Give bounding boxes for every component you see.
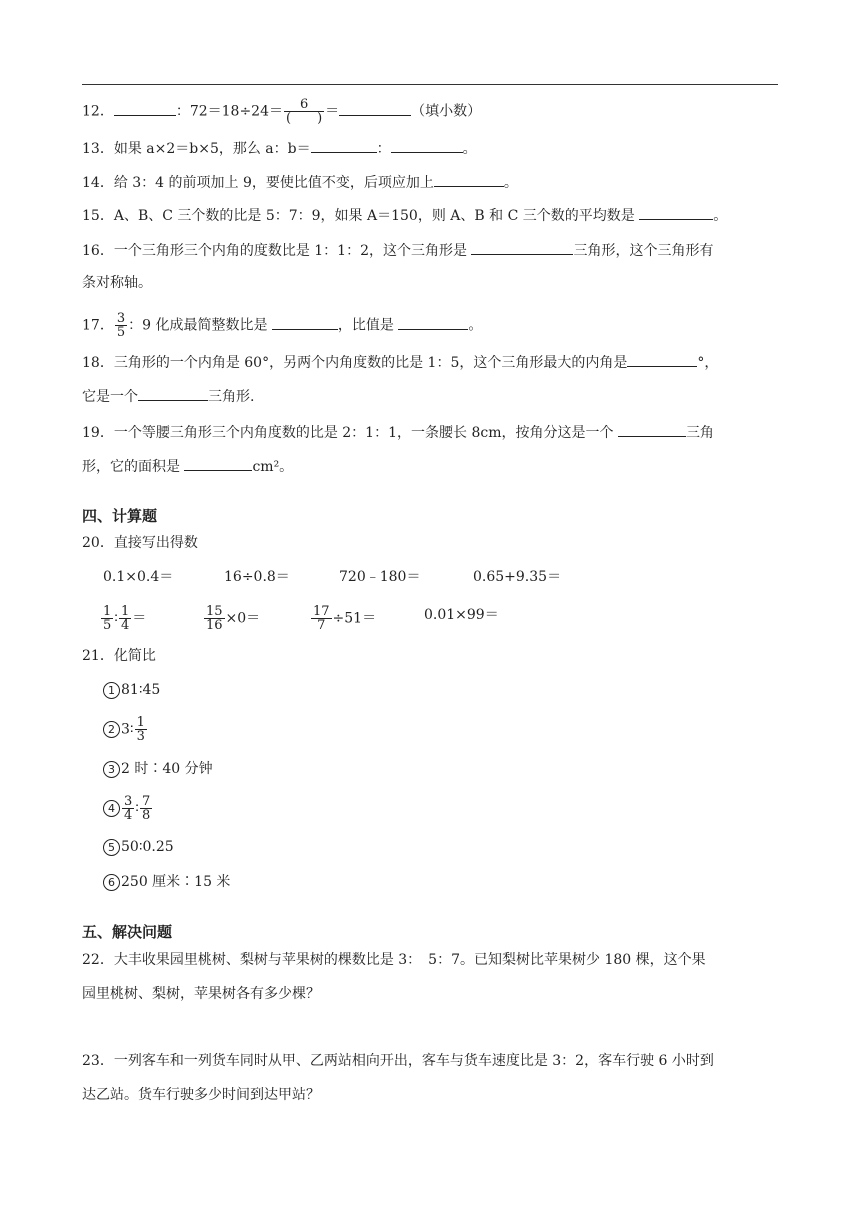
section-heading-calc: 四、计算题 <box>82 507 158 525</box>
calc-item: 16÷0.8＝ <box>224 569 290 585</box>
calc-item: $\frac{1}{5}$ ∶ $\frac{1}{4}$ ＝ <box>103 604 147 633</box>
calc-item: $\frac{17}{7}$ ÷51＝ <box>313 604 377 633</box>
simplify-item: 3 2 时∶40 分钟 <box>103 759 213 779</box>
answer-blank[interactable] <box>339 101 411 116</box>
question-19-cont: 形，它的面积是 cm²。 <box>82 456 293 477</box>
section-heading-problems: 五、解决问题 <box>82 923 173 941</box>
question-23-cont: 达乙站。货车行驶多少时间到达甲站？ <box>82 1087 320 1103</box>
question-18-cont: 它是一个 三角形. <box>82 386 254 407</box>
question-16-cont: 条对称轴。 <box>82 275 152 291</box>
calc-item: $\frac{15}{16}$ ×0＝ <box>206 604 261 633</box>
question-15: 15．A、B、C 三个数的比是 5：7：9，如果 A＝150，则 A、B 和 C 三个数的平均数是 。 <box>82 205 727 226</box>
question-12: 12． ：72＝18÷24＝ $\frac{6}{( )}$ ＝ （填小数） <box>82 97 482 126</box>
answer-blank[interactable] <box>627 352 697 367</box>
answer-blank[interactable] <box>272 315 338 330</box>
question-22-cont: 园里桃树、梨树，苹果树各有多少棵？ <box>82 986 320 1002</box>
simplify-item: 1 81∶45 <box>103 680 160 700</box>
question-17: 17． $\frac{3}{5}$ ：9 化成最简整数比是 ，比值是 。 <box>82 311 483 340</box>
answer-blank[interactable] <box>398 315 468 330</box>
question-18: 18．三角形的一个内角是 60°，另两个内角度数的比是 1：5，这个三角形最大的内角是 °， <box>82 352 718 373</box>
answer-blank[interactable] <box>114 101 176 116</box>
question-13: 13．如果 a×2＝b×5，那么 a：b＝ ： 。 <box>82 138 477 159</box>
answer-blank[interactable] <box>391 138 463 153</box>
question-23: 23．一列客车和一列货车同时从甲、乙两站相向开出，客车与货车速度比是 3：2，客车行驶 6 小时到 <box>82 1053 714 1069</box>
simplify-item: 6 250 厘米∶15 米 <box>103 872 230 892</box>
question-21: 21．化简比 <box>82 648 156 664</box>
answer-blank[interactable] <box>618 422 686 437</box>
simplify-item: 2 3∶ $\frac{1}{3}$ <box>103 716 148 743</box>
answer-blank[interactable] <box>639 205 713 220</box>
calc-item: 0.65+9.35＝ <box>473 569 562 585</box>
question-16: 16．一个三角形三个内角的度数比是 1：1：2，这个三角形是 三角形，这个三角形有 <box>82 240 713 261</box>
answer-blank[interactable] <box>311 138 377 153</box>
answer-blank[interactable] <box>434 172 504 187</box>
fraction: $\frac{6}{( )}$ <box>286 97 323 126</box>
question-14: 14．给 3：4 的前项加上 9，要使比值不变，后项应加上 。 <box>82 172 518 193</box>
calc-item: 0.01×99＝ <box>424 607 499 623</box>
simplify-item: 4 $\frac{3}{4}$ ∶ $\frac{7}{8}$ <box>103 795 153 822</box>
header-rule <box>82 84 778 85</box>
calc-item: 0.1×0.4＝ <box>103 569 174 585</box>
question-19: 19．一个等腰三角形三个内角度数的比是 2：1：1，一条腰长 8cm，按角分这是一个 三角 <box>82 422 714 443</box>
calc-item: 720﹣180＝ <box>339 569 421 585</box>
fraction: $\frac{3}{5}$ <box>116 311 126 340</box>
question-22: 22．大丰收果园里桃树、梨树与苹果树的棵数比是 3： 5：7。已知梨树比苹果树少 180 棵，这个果 <box>82 952 706 968</box>
answer-blank[interactable] <box>471 240 573 255</box>
simplify-item: 5 50∶0.25 <box>103 837 174 857</box>
answer-blank[interactable] <box>138 386 208 401</box>
answer-blank[interactable] <box>184 456 252 471</box>
question-20: 20．直接写出得数 <box>82 535 198 551</box>
